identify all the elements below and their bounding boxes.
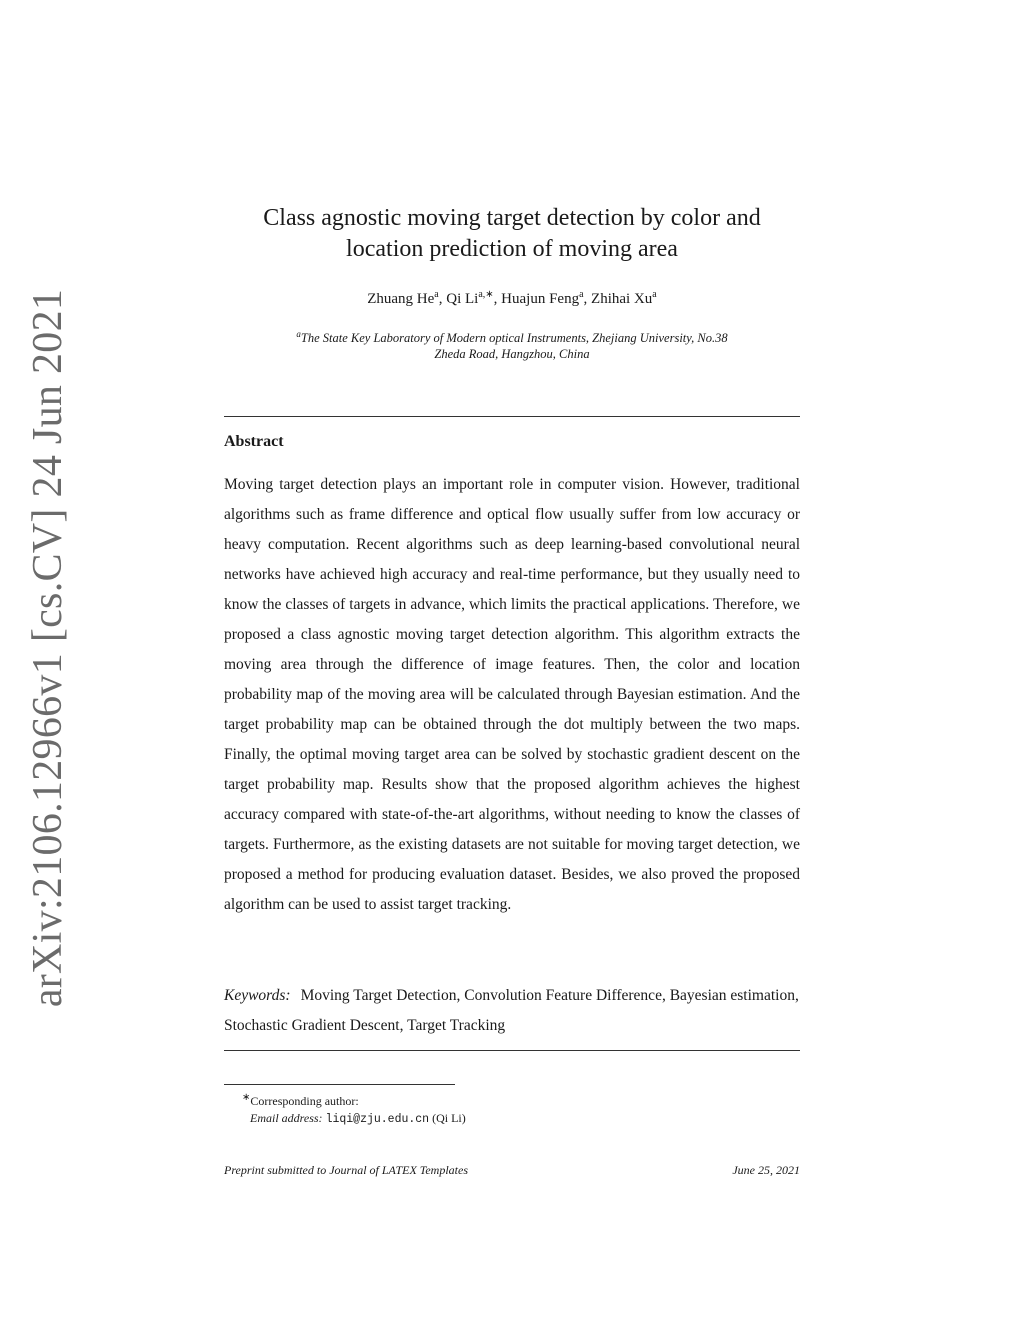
email-link[interactable]: liqi@zju.edu.cn bbox=[325, 1113, 430, 1126]
affiliation-line-1 bbox=[224, 326, 800, 346]
author-affil-mark: a bbox=[579, 289, 584, 300]
footnote-line-2 bbox=[224, 1110, 466, 1128]
author-name: Qi Li bbox=[446, 291, 479, 307]
preprint-note: Preprint submitted to Journal of LATEX Templates bbox=[224, 1163, 469, 1177]
author-separator: , bbox=[493, 291, 502, 307]
title-line-2: location prediction of moving area bbox=[346, 236, 678, 262]
affiliation-line-2: Zheda Road, Hangzhou, China bbox=[434, 347, 590, 362]
top-rule bbox=[224, 416, 800, 417]
author-affil-mark: a bbox=[652, 289, 657, 300]
abstract-heading: Abstract bbox=[224, 433, 284, 450]
email-owner: (Qi Li) bbox=[432, 1111, 466, 1125]
affiliation-text: The State Key Laboratory of Modern optical Instruments, Zhejiang University, No.38 bbox=[300, 331, 728, 346]
footnote-star: ∗ bbox=[242, 1092, 251, 1103]
arxiv-identifier: arXiv:2106.12966v1 [cs.CV] 24 Jun 2021 bbox=[25, 288, 71, 1008]
email-label: Email address: bbox=[250, 1111, 323, 1125]
author-name: Zhuang He bbox=[367, 291, 435, 307]
author-name: Huajun Feng bbox=[501, 291, 580, 307]
affiliation-mark: a bbox=[296, 329, 301, 339]
author-affil-mark: a bbox=[434, 289, 439, 300]
author-1 bbox=[367, 291, 446, 307]
keywords bbox=[224, 981, 800, 1041]
title-line-1: Class agnostic moving target detection by color and bbox=[263, 205, 761, 231]
footnote-line-1 bbox=[224, 1089, 466, 1110]
preprint-date: June 25, 2021 bbox=[732, 1163, 800, 1177]
author-affil-mark: a,∗ bbox=[478, 289, 494, 300]
footnote-rule bbox=[224, 1084, 455, 1085]
author-3 bbox=[501, 291, 591, 307]
keywords-label: Keywords: bbox=[224, 987, 291, 1004]
author-separator: , bbox=[438, 291, 447, 307]
affiliation bbox=[224, 326, 800, 362]
abstract-text: Moving target detection plays an important role in computer vision. However, traditional algorithms such as frame difference and optical flow usually suffer from low accuracy or heavy computation. Recent algorithms such as deep learning-based convolutional neural networks have achieved high accuracy and real-time performance, but they usually need to know the classes of targets in advance, which limits the practical applications. Therefore, we proposed a class agnostic moving target detection algorithm. This algorithm extracts the moving area through the difference of image features. Then, the color and location probability map of the moving area will be calculated through Bayesian estimation. And the target probability map can be obtained through the dot multiply between the two maps. Finally, the optimal moving target area can be solved by stochastic gradient descent on the target probability map. Results show that the proposed algorithm achieves the highest accuracy compared with state-of-the-art algorithms, without needing to know the classes of targets. Furthermore, as the existing datasets are not suitable for moving target detection, we proposed a method for producing evaluation dataset. Besides, we also proved the proposed algorithm can be used to assist target tracking. bbox=[224, 476, 800, 913]
author-list bbox=[224, 289, 800, 308]
author-2 bbox=[446, 291, 501, 307]
author-name: Zhihai Xu bbox=[591, 291, 653, 307]
keywords-text: Moving Target Detection, Convolution Feature Difference, Bayesian estimation, Stochastic Gradient Descent, Target Tracking bbox=[224, 987, 799, 1034]
corresponding-author-label: Corresponding author: bbox=[250, 1094, 359, 1108]
paper-title bbox=[224, 203, 800, 265]
author-4 bbox=[591, 291, 657, 307]
author-separator: , bbox=[583, 291, 592, 307]
footnote bbox=[224, 1089, 466, 1128]
bottom-rule bbox=[224, 1050, 800, 1051]
